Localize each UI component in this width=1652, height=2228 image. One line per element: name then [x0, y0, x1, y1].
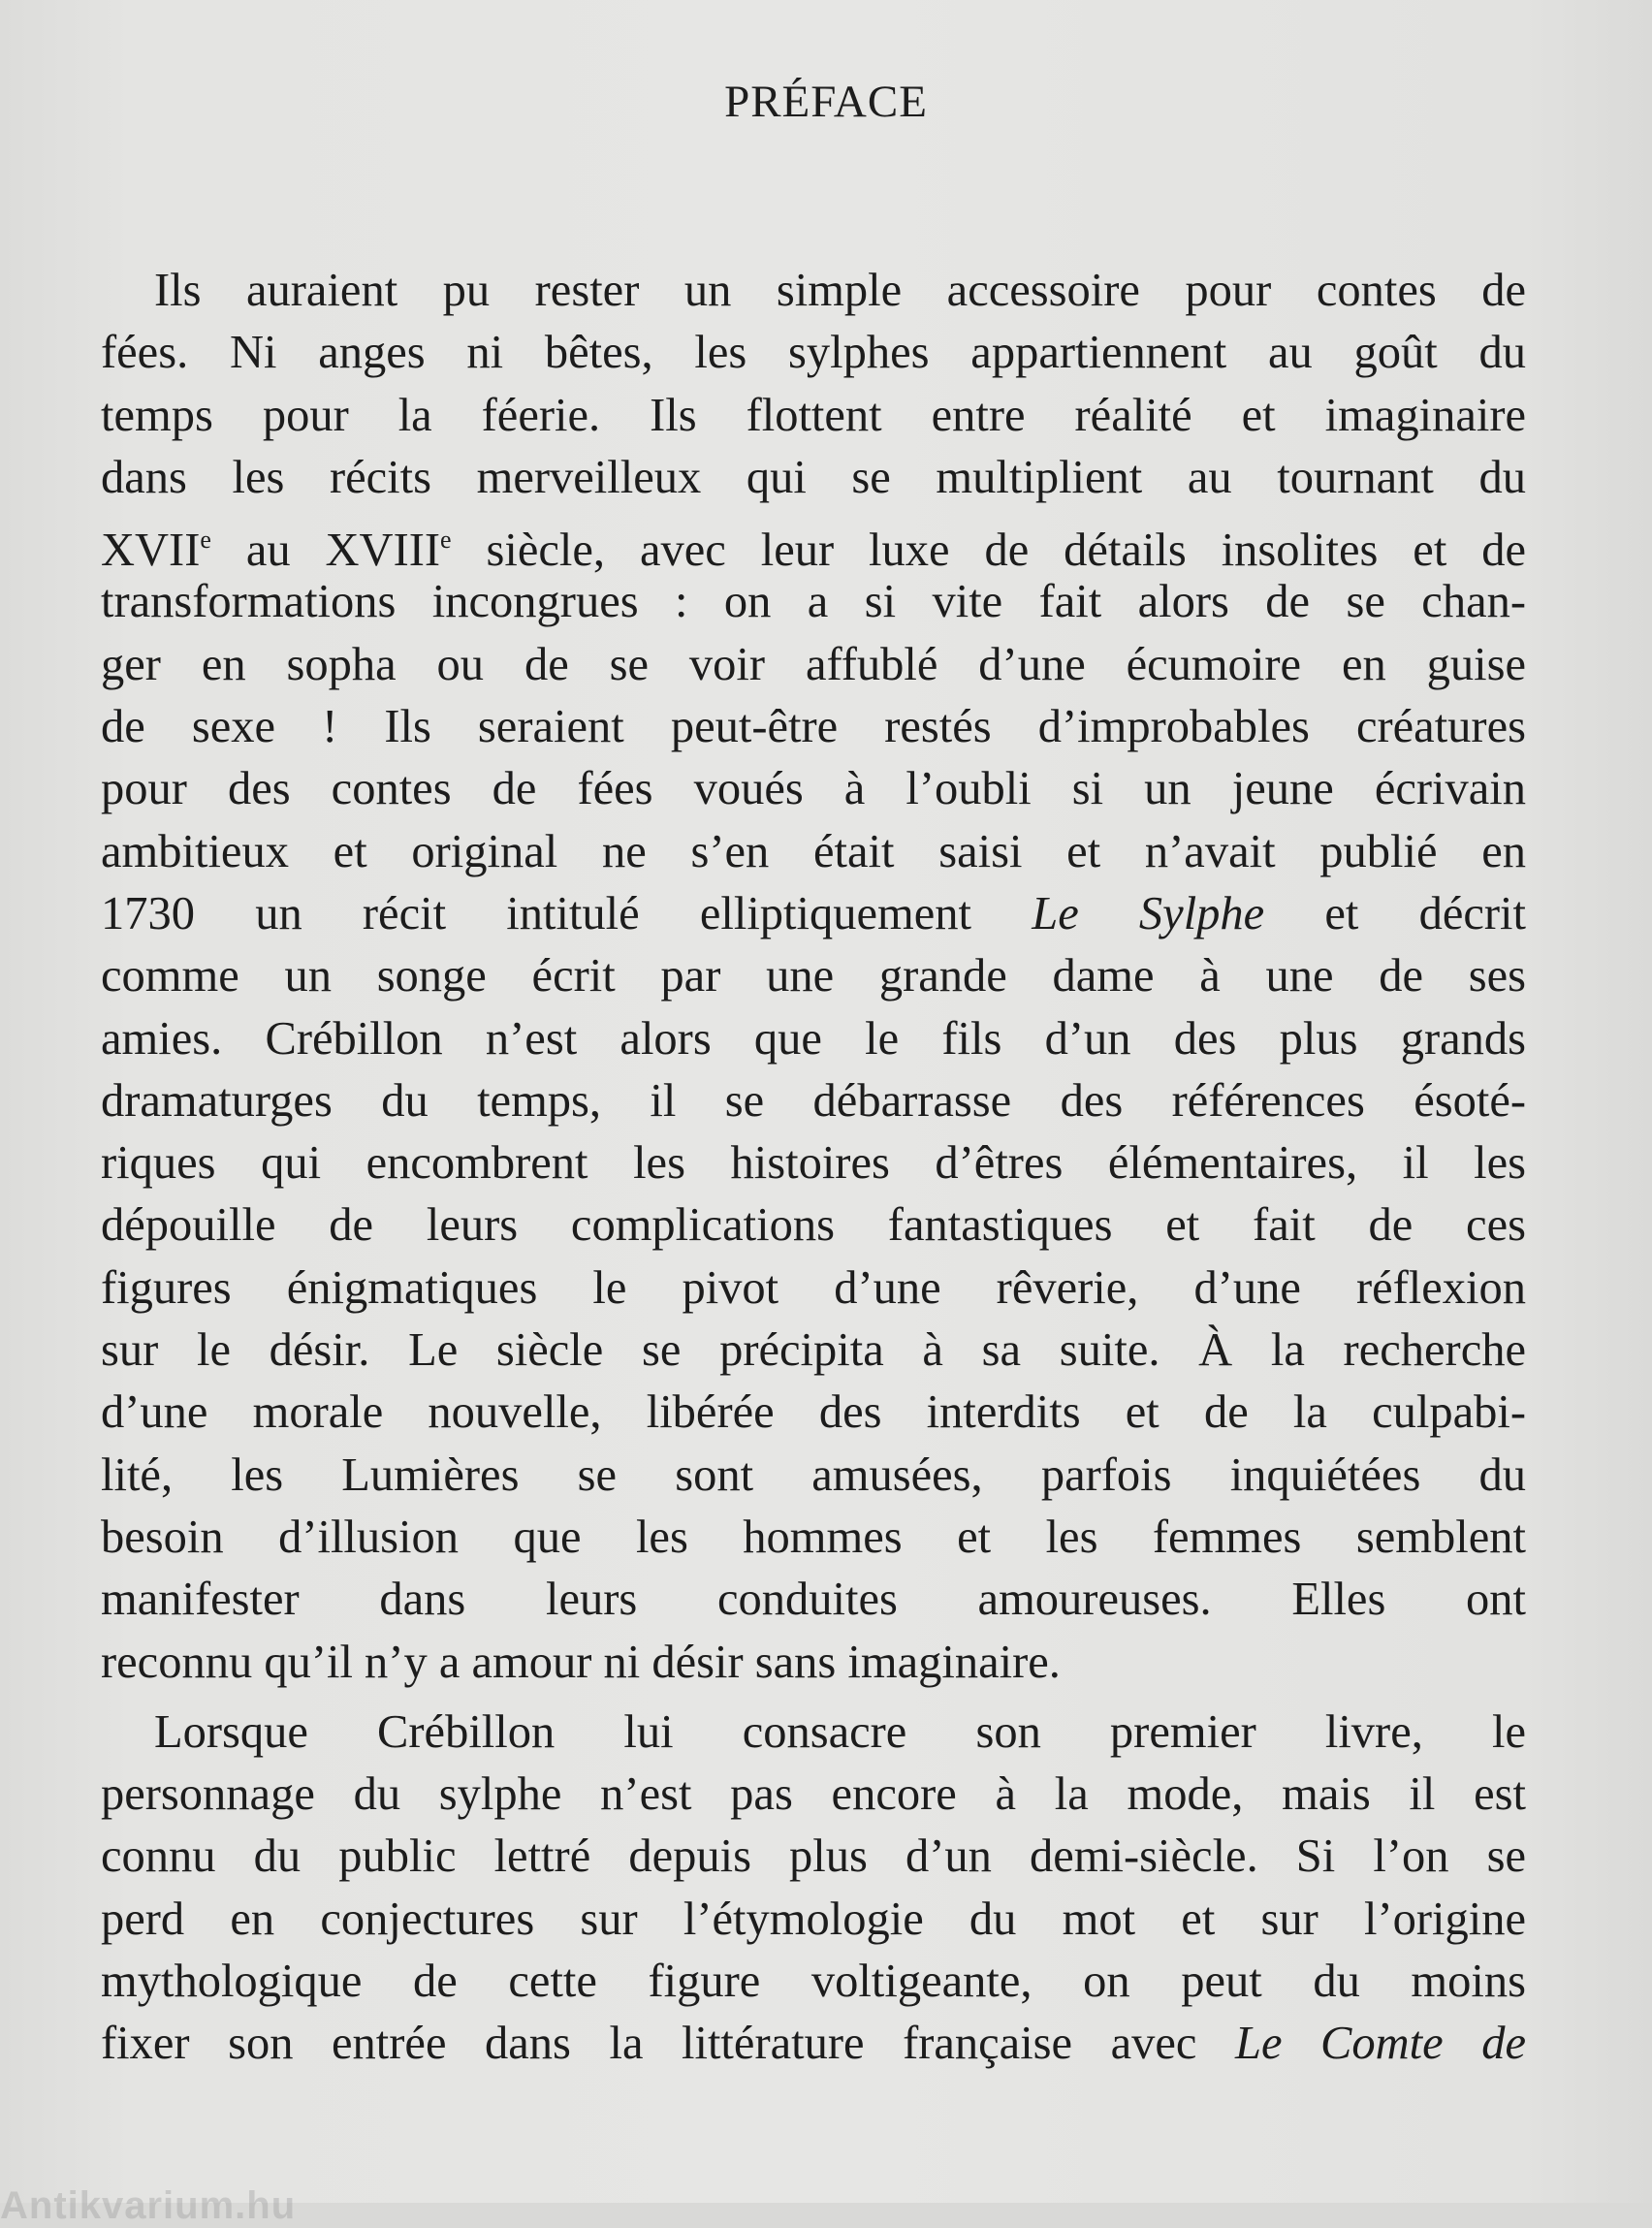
text-line: Ils auraient pu rester un simple accessoire pour contes de [154, 265, 1526, 316]
bleed-through-text [102, 10, 1531, 72]
text-line: ambitieux et original ne s’en était saisi et n’avait publié en [101, 825, 1526, 877]
text-line: pour des contes de fées voués à l’oubli si un jeune écrivain [101, 763, 1526, 815]
text-line: reconnu qu’il n’y a amour ni désir sans imaginaire. [101, 1636, 1061, 1688]
text-line: sur le désir. Le siècle se précipita à sa suite. À la recherche [101, 1324, 1526, 1377]
text-line: riques qui encombrent les histoires d’êtres élémentaires, il les [101, 1137, 1526, 1190]
text-line: manifester dans leurs conduites amoureuses. Elles ont [101, 1574, 1526, 1626]
text-line: figures énigmatiques le pivot d’une rêverie, d’une réflexion [101, 1261, 1526, 1314]
book-title-italic: Le Sylphe [1032, 887, 1265, 939]
text-line: dépouille de leurs complications fantastiques et fait de ces [101, 1199, 1526, 1252]
text-line: mythologique de cette figure voltigeante, on peut du moins [101, 1956, 1526, 2008]
text-line: connu du public lettré depuis plus d’un demi-siècle. Si l’on se [101, 1830, 1526, 1883]
text-line: perd en conjectures sur l’étymologie du mot et sur l’origine [101, 1893, 1526, 1945]
text-line: Lorsque Crébillon lui consacre son premier livre, le [154, 1705, 1526, 1758]
watermark-logo: Antikvarium.hu [0, 2184, 297, 2227]
text-line: fixer son entrée dans la littérature française avec Le Comte de [101, 2018, 1526, 2070]
page-title: PRÉFACE [724, 77, 928, 127]
text-line: XVIIe au XVIIIe siècle, avec leur luxe de détails insolites et de [101, 525, 1527, 577]
text-line: amies. Crébillon n’est alors que le fils d’un des plus grands [101, 1012, 1526, 1065]
text-line: temps pour la féerie. Ils flottent entre réalité et imaginaire [101, 389, 1526, 441]
text-line: comme un songe écrit par une grande dame à une de ses [101, 950, 1526, 1003]
body-text [101, 260, 1526, 2076]
text-line: dans les récits merveilleux qui se multiplient au tournant du [101, 451, 1526, 503]
text-line: 1730 un récit intitulé elliptiquement Le Sylphe et décrit [101, 887, 1527, 939]
text-line: fées. Ni anges ni bêtes, les sylphes appartiennent au goût du [101, 327, 1526, 379]
text-line: d’une morale nouvelle, libérée des interdits et de la culpabi- [101, 1386, 1526, 1439]
text-line: personnage du sylphe n’est pas encore à la mode, mais il est [101, 1768, 1526, 1821]
text-line: lité, les Lumières se sont amusées, parfois inquiétées du [101, 1448, 1526, 1501]
text-line: ger en sopha ou de se voir affublé d’une écumoire en guise [101, 638, 1526, 690]
superscript-e: e [200, 525, 211, 555]
text-line: de sexe ! Ils seraient peut-être restés d’improbables créatures [101, 701, 1526, 753]
superscript-e: e [440, 525, 452, 555]
text-line: dramaturges du temps, il se débarrasse des références ésoté- [101, 1074, 1526, 1127]
book-title-italic: Le Comte de [1235, 2018, 1526, 2070]
text-line: besoin d’illusion que les hommes et les femmes semblent [101, 1511, 1526, 1563]
text-line: transformations incongrues : on a si vite fait alors de se chan- [101, 576, 1526, 628]
